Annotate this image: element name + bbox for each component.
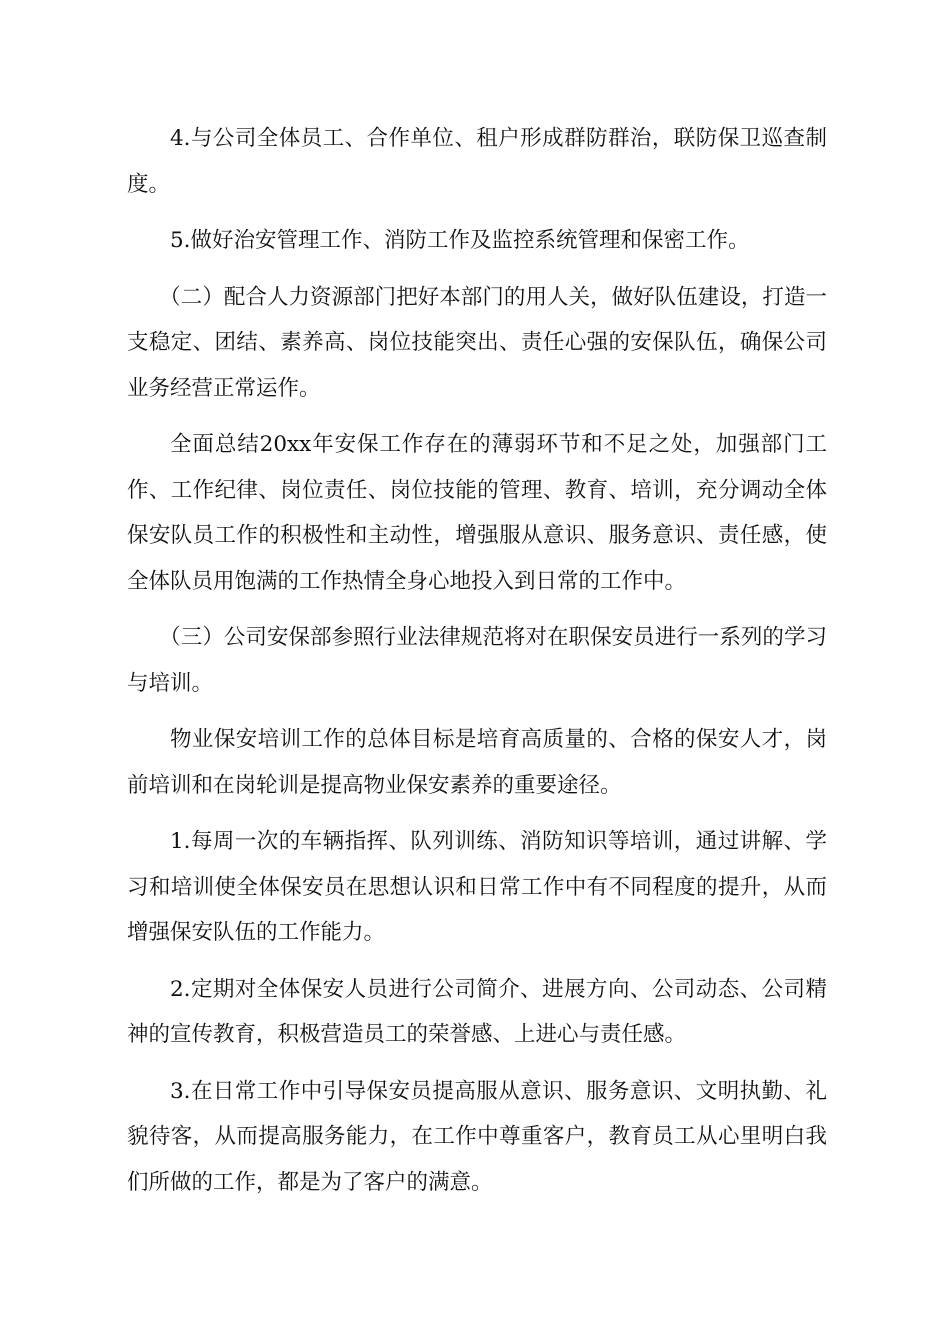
paragraph-training-goal: 物业保安培训工作的总体目标是培育高质量的、合格的保安人才，岗前培训和在岗轮训是提高物业保安素养的重要途径。 <box>127 727 827 798</box>
paragraph-item-3: 3.在日常工作中引导保安员提高服从意识、服务意识、文明执勤、礼貌待客，从而提高服务能力，在工作中尊重客户，教育员工从心里明白我们所做的工作，都是为了客户的满意。 <box>127 1078 827 1195</box>
paragraph-item-5: 5.做好治安管理工作、消防工作及监控系统管理和保密工作。 <box>170 228 750 253</box>
paragraph-section-2: （二）配合人力资源部门把好本部门的用人关，做好队伍建设，打造一支稳定、团结、素养高、岗位技能突出、责任心强的安保队伍，确保公司业务经营正常运作。 <box>127 284 827 401</box>
paragraph-item-2: 2.定期对全体保安人员进行公司简介、进展方向、公司动态、公司精神的宣传教育，积极营造员工的荣誉感、上进心与责任感。 <box>127 976 827 1047</box>
paragraph-item-4: 4.与公司全体员工、合作单位、租户形成群防群治，联防保卫巡查制度。 <box>127 126 827 197</box>
paragraph-item-1: 1.每周一次的车辆指挥、队列训练、消防知识等培训，通过讲解、学习和培训使全体保安员在思想认识和日常工作中有不同程度的提升，从而增强保安队伍的工作能力。 <box>127 829 827 945</box>
paragraph-summary: 全面总结20xx年安保工作存在的薄弱环节和不足之处，加强部门工作、工作纪律、岗位责任、岗位技能的管理、教育、培训，充分调动全体保安队员工作的积极性和主动性，增强服从意识、服务意识、责任感，使全体队员用饱满的工作热情全身心地投入到日常的工作中。 <box>127 432 827 594</box>
paragraph-section-3: （三）公司安保部参照行业法律规范将对在职保安员进行一系列的学习与培训。 <box>127 625 827 696</box>
document-body <box>127 116 827 1216</box>
